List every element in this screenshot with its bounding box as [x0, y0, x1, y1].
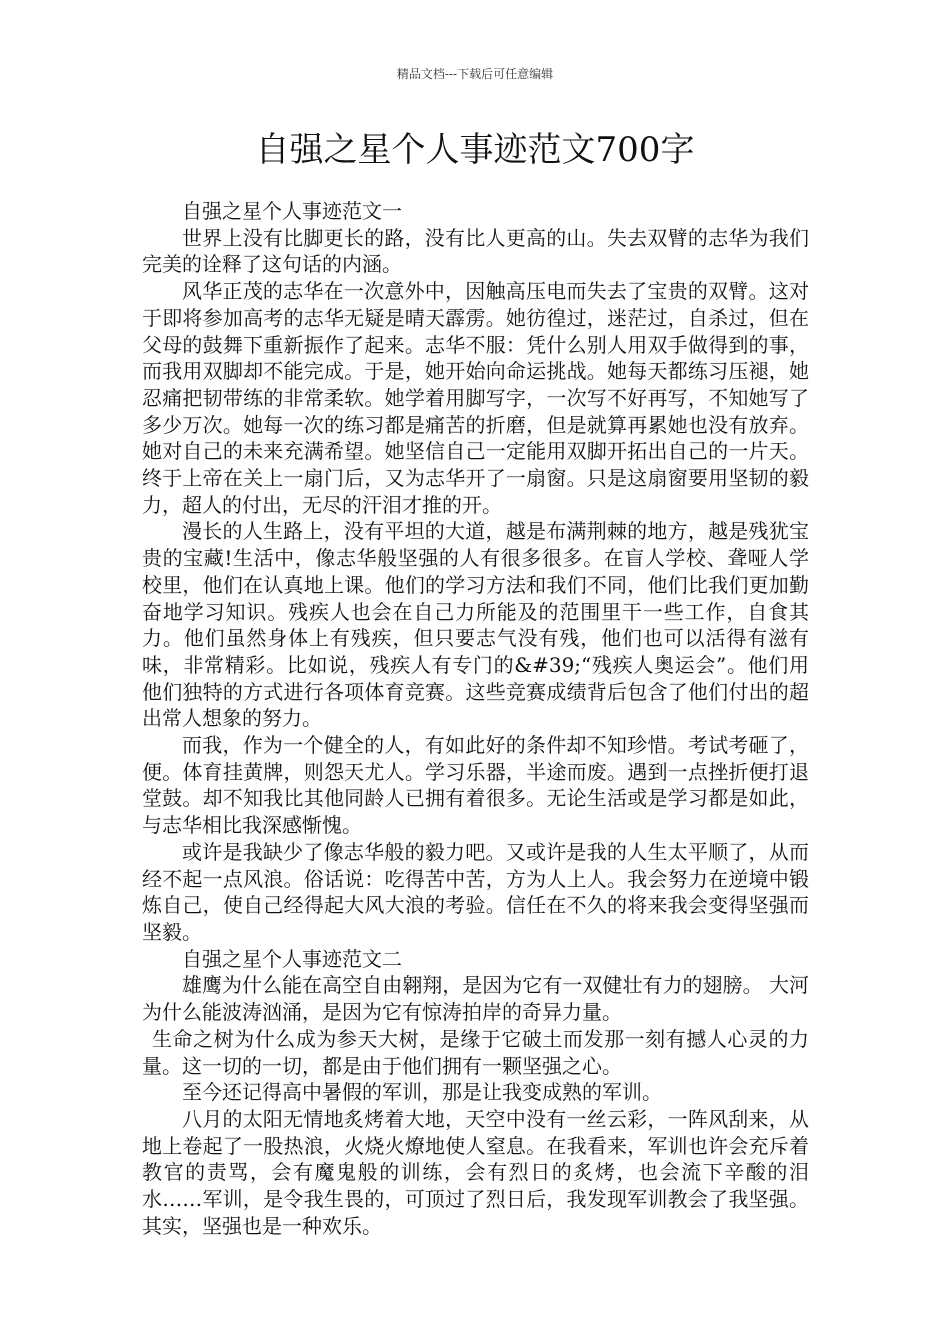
- section-heading: 自强之星个人事迹范文一: [182, 199, 402, 223]
- paragraph: 或许是我缺少了像志华般的毅力吧。又或许是我的人生太平顺了，从而经不起一点风浪。俗话说：吃得苦中苦，方为人上人。我会努力在逆境中锻炼自己，使自己经得起大风大浪的考验。信任在不久的将来我会变得坚强而坚毅。: [142, 839, 809, 944]
- paragraph: 世界上没有比脚更长的路，没有比人更高的山。失去双臂的志华为我们完美的诠释了这句话的内涵。: [142, 225, 809, 277]
- header-note: 精品文档---下载后可任意编辑: [396, 67, 554, 81]
- paragraph: 雄鹰为什么能在高空自由翱翔，是因为它有一双健壮有力的翅膀。 大河为什么能波涛汹涌，是因为它有惊涛拍岸的奇异力量。: [142, 973, 809, 1025]
- document-title: 自强之星个人事迹范文700字: [255, 130, 695, 170]
- document-body: [142, 198, 809, 1239]
- paragraph: 生命之树为什么成为参天大树，是缘于它破土而发那一刻有撼人心灵的力量。这一切的一切，都是由于他们拥有一颗坚强之心。: [142, 1026, 809, 1078]
- paragraph: 漫长的人生路上，没有平坦的大道，越是布满荆棘的地方，越是残犹宝贵的宝藏!生活中，像志华般坚强的人有很多很多。在盲人学校、聋哑人学校里，他们在认真地上课。他们的学习方法和我们不同，他们比我们更加勤奋地学习知识。残疾人也会在自己力所能及的范围里干一些工作，自食其力。他们虽然身体上有残疾，但只要志气没有残，他们也可以活得有滋有味，非常精彩。比如说，残疾人有专门的&#39;“残疾人奥运会”。他们用他们独特的方式进行各项体育竞赛。这些竞赛成绩背后包含了他们付出的超出常人想象的努力。: [142, 519, 809, 731]
- section-heading: 自强之星个人事迹范文二: [182, 946, 402, 971]
- paragraph: 八月的太阳无情地炙烤着大地，天空中没有一丝云彩，一阵风刮来，从地上卷起了一股热浪，火烧火燎地使人窒息。在我看来，军训也许会充斥着教官的责骂，会有魔鬼般的训练，会有烈日的炙烤，也会流下辛酸的泪水……军训，是令我生畏的，可顶过了烈日后，我发现军训教会了我坚强。其实，坚强也是一种欢乐。: [142, 1106, 809, 1238]
- paragraph: 而我，作为一个健全的人，有如此好的条件却不知珍惜。考试考砸了，便。体育挂黄牌，则怨天尤人。学习乐器，半途而废。遇到一点挫折便打退堂鼓。却不知我比其他同龄人已拥有着很多。无论生活或是学习都是如此，与志华相比我深感惭愧。: [142, 733, 809, 838]
- paragraph: 风华正茂的志华在一次意外中，因触高压电而失去了宝贵的双臂。这对于即将参加高考的志华无疑是晴天霹雳。她彷徨过，迷茫过，自杀过，但在父母的鼓舞下重新振作了起来。志华不服：凭什么别人用双手做得到的事，而我用双脚却不能完成。于是，她开始向命运挑战。她每天都练习压褪，她忍痛把韧带练的非常柔软。她学着用脚写字，一次写不好再写，不知她写了多少万次。她每一次的练习都是痛苦的折磨，但是就算再累她也没有放弃。她对自己的未来充满希望。她坚信自己一定能用双脚开拓出自己的一片天。终于上帝在关上一扇门后，又为志华开了一扇窗。只是这扇窗要用坚韧的毅力，超人的付出，无尽的汗泪才推的开。: [142, 279, 809, 517]
- paragraph: 至今还记得高中暑假的军训，那是让我变成熟的军训。: [182, 1080, 662, 1105]
